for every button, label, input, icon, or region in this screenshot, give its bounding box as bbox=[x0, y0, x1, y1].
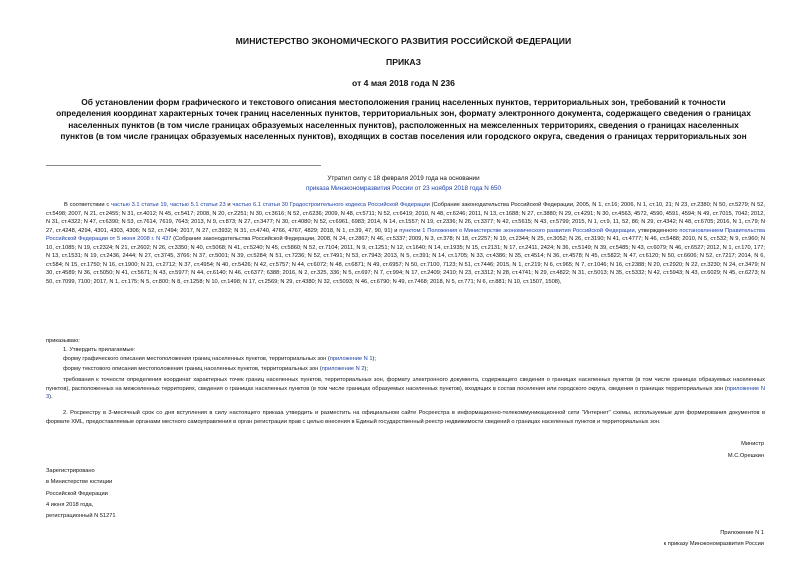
item-2: 2. Росреестру в 3-месячный срок со дня вступления в силу настоящего приказа утвердить и разместить на официальном сайте Росреестра в информационно-телекоммуникационной сети "Интернет" схемы, используемые для формирования документов в формате XML, предоставляемые органами местного самоуправления в орган регистрации прав с целью внесения в Единый государственный реестр недвижимости сведений о границах населенных пунктов и территориальных зон. bbox=[46, 410, 765, 425]
registration-line: Российской Федерации bbox=[46, 490, 108, 497]
registration-line: Зарегистрировано bbox=[46, 468, 95, 474]
lost-force-note: Утратил силу с 18 февраля 2019 года на основании bbox=[327, 175, 480, 182]
link-appendix-1[interactable]: приложение N 1 bbox=[329, 356, 373, 362]
item-text: ); bbox=[364, 366, 368, 372]
divider-line bbox=[46, 165, 321, 166]
link-appendix-3[interactable]: приложение N 3 bbox=[46, 385, 765, 401]
signature-position: Министр bbox=[741, 441, 764, 447]
preamble bbox=[46, 201, 765, 286]
preamble-text: (Собрание законодательства Российской Федерации, 2008, N 24, ст.2867; N 46, ст.5337; 2009, N 3, ст.378; N 18, ст.2257; N 19, ст.2344; N 25, ст.3052; N 26, ст.3190; N 41, ст.4777; N 46, ст.5488; 2010, N 5, ст.532; N 9, ст.960; N 10, ст.1085; N 19, ст.2324; N 21, ст.2602; N 26, ст.3350; N 40, ст.5068; N 41, ст.5240; N 45, ст.5860; N 52, ст.7104; 2011, N 9, ст.1251; N 12, ст.1640; N 14, ст.1935; N 15, ст.2131; N 17, ст.2411, 2424; N 36, ст.5149; N 39, ст.5485; N 43, ст.6079; N 46, ст.6527; 2012, N 1, ст.170, 177; N 13, ст.1531; N 19, ст.2436, 2444; N 27, ст.3745, 3766; N 37, ст.5001; N 39, ст.5284; N 51, ст.7236; N 52, ст.7491; N 53, ст.7943; 2013, N 5, ст.391; N 14, ст.1705; N 33, ст.4386; N 35, ст.4514; N 36, ст.4578; N 45, ст.5822; N 47, ст.6120; N 50, ст.6606; N 52, ст.7217; 2014, N 6, ст.584; N 15, ст.1750; N 16, ст.1900; N 21, ст.2712; N 37, ст.4954; N 40, ст.5426; N 42, ст.5757; N 44, ст.6072; N 48, ст.6871; N 49, ст.6957; N 50, ст.7100, 7123; N 51, ст.7446; 2015, N 1, ст.219; N 6, ст.965; N 7, ст.1046; N 16, ст.2388; N 20, ст.2920; N 22, ст.3230; N 24, ст.3479; N 30, ст.4589; N 36, ст.5050; N 41, ст.5671; N 43, ст.5977; N 44, ст.6140; N 46, ст.6377; 6388; 2016, N 2, ст.325, 336; N 5, ст.697; N 7, ст.994; N 17, ст.2409; 2410; N 23, ст.3312; N 28, ст.4741; N 29, ст.4822; N 31, ст.5013; N 35, ст.5332; N 42, ст.5943; N 43, ст.6029; N 45, ст.6273; N 50, ст.7099, 7100; 2017, N 1, ст.175; N 5, ст.800; N 8, ст.1258; N 10, ст.1498; N 17, ст.2569; N 29, ст.4380; N 32, ст.5093; N 46, ст.6790; N 49, ст.7468; 2018, N 5, ст.771; N 6, ст.881; N 10, ст.1507, 1508), bbox=[46, 236, 765, 285]
document-date-number: от 4 мая 2018 года N 236 bbox=[352, 78, 455, 88]
item-text: требования к точности определения координат характерных точек границ населенных пунктов, территориальных зон, формату электронного документа, содержащего сведения о границах населенных пунктов (в том числе границах образуемых населенных пунктов), расположенных на межселенных территориях, сведения о границах населенных пунктов (в том числе границах образуемых населенных пунктов), входящих в состав поселения или городского округа, сведения о границах территориальных зон ( bbox=[46, 377, 765, 392]
item-1b bbox=[63, 366, 368, 372]
link-ministry-regulation[interactable]: пунктом 1 Положения о Министерстве экономического развития Российской Федерации bbox=[399, 227, 635, 234]
link-appendix-2[interactable]: приложение N 2 bbox=[321, 366, 365, 372]
item-1c bbox=[46, 376, 765, 402]
document-type: ПРИКАЗ bbox=[386, 57, 421, 67]
lost-force-link[interactable]: приказа Минэкономразвития России от 23 ноября 2018 года N 650 bbox=[305, 185, 502, 192]
order-word: приказываю: bbox=[46, 338, 80, 344]
signature-name: М.С.Орешкин bbox=[727, 453, 764, 459]
registration-line: 4 июня 2018 года, bbox=[46, 501, 94, 508]
separator: и bbox=[225, 202, 233, 208]
item-text: форму текстового описания местоположения границ населенных пунктов, территориальных зон ( bbox=[63, 366, 322, 372]
registration-line: в Министерстве юстиции bbox=[46, 479, 113, 486]
link-article-30-code[interactable]: частью 6.1 статьи 30 Градостроительного кодекса Российской Федерации bbox=[232, 202, 430, 208]
item-text: ). bbox=[49, 394, 53, 401]
link-article-19[interactable]: частью 3.1 статьи 19 bbox=[111, 202, 167, 208]
appendix-label: Приложение N 1 bbox=[720, 530, 764, 536]
registration-block bbox=[46, 466, 116, 522]
item-text: форму графического описания местоположения границ населенных пунктов, территориальных зон ( bbox=[63, 356, 330, 362]
item-text: ); bbox=[372, 356, 377, 362]
link-article-23[interactable]: частью 5.1 статьи 23 bbox=[170, 202, 226, 208]
preamble-text: (Собрание законодательства Российской Федерации, 2005, N 1, ст.16; 2006, N 1, ст.10, 21; N 23, ст.2380; N 50, ст.5279; N 52, ст.5498; 2007, N 21, ст.2455; N 31, ст.4012; N 45, ст.5417; 2008, N 20, ст.2251; N 30, ст.3616; N 52, ст.6236; 2009, N 48, ст.5711; N 52, ст.6419; 2010, N 48, ст.6246; 2011, N 13, ст.1688; N 27, ст.3880; N 29, ст.4291; N 30, ст.4563, 4572, 4590, 4591, 4594; N 49, ст.7015, 7042; 2012, N 31, ст.4322; N 47, ст.6390; N 53, ст.7614, 7619, 7643; 2013, N 9, ст.873; N 27, ст.3477; N 30, ст.4080; N 52, ст.6961, 6983; 2014, N 14, ст.1557; N 19, ст.2336; N 26, ст.3377; N 42, ст.5615; N 43, ст.5799; 2015, N 1, ст.9, 11, 52, 86; N 29, ст.4342; N 48, ст.6705; 2016, N 1, ст.79; N 27, ст.4248, 4294, 4301, 4303, 4306; N 52, ст.7494; 2017, N 27, ст.3932; N 31, ст.4740, 4766, 4767, 4829; 2018, N 1, ст.39, 47, 90, 91) и bbox=[46, 202, 765, 234]
preamble-text: В соответствии с bbox=[64, 202, 112, 208]
preamble-paragraph bbox=[46, 201, 765, 286]
document-title: Об установлении форм графического и текстового описания местоположения границ населенных пунктов, территориальных зон, требований к точности определения координат характерных точек границ населенных пунктов, территориальных зон, формату электронного документа, содержащего сведения о границах населенных пунктов (в том числе границах образуемых населенных пунктов), расположенных на межселенных территориях, сведения о границах населенных пунктов (в том числе границах образуемых населенных пунктов), входящих в состав поселения или городского округа, сведения о границах территориальных зон bbox=[56, 97, 751, 142]
separator: , bbox=[166, 202, 171, 208]
preamble-text: , утвержденного bbox=[634, 227, 680, 234]
item-1a bbox=[63, 356, 376, 362]
appendix-reference: к приказу Минэкономразвития России bbox=[663, 541, 764, 547]
lost-force-link-line bbox=[0, 185, 807, 192]
link-government-decree[interactable]: постановлением Правительства Российской Федерации от 5 июня 2008 г. N 437 bbox=[46, 227, 766, 243]
registration-line: регистрационный N 51271 bbox=[46, 513, 116, 520]
item-1: 1. Утвердить прилагаемые: bbox=[63, 347, 136, 353]
ministry-name: МИНИСТЕРСТВО ЭКОНОМИЧЕСКОГО РАЗВИТИЯ РОССИЙСКОЙ ФЕДЕРАЦИИ bbox=[235, 36, 572, 46]
